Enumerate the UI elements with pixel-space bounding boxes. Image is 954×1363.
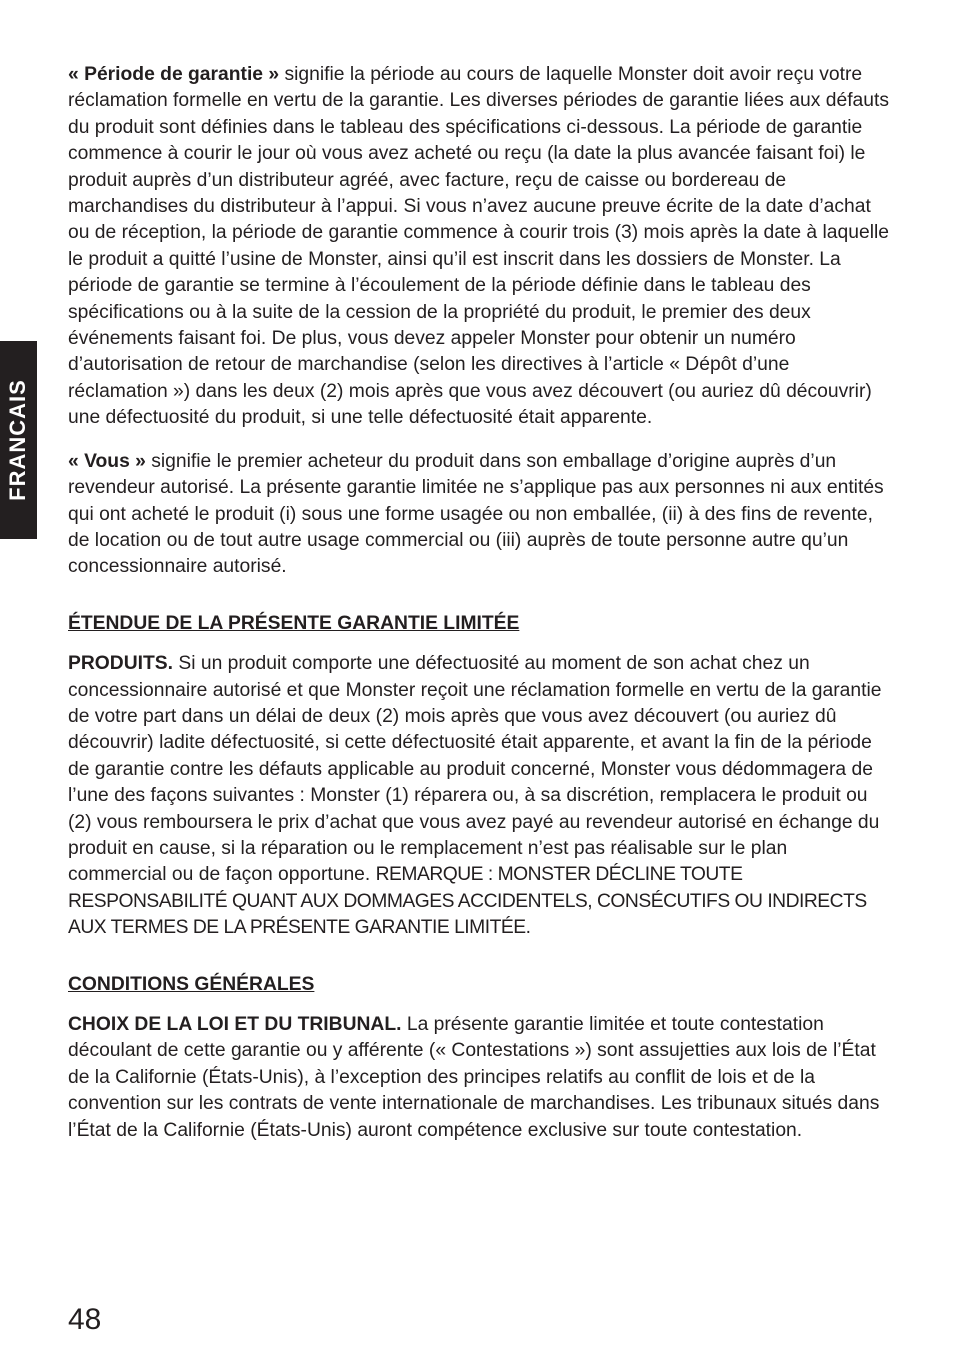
language-tab-label: FRANCAIS	[5, 379, 30, 501]
choice-of-law-paragraph	[68, 1012, 890, 1144]
definition-warranty-period	[68, 62, 890, 432]
section-heading-conditions: CONDITIONS GÉNÉRALES	[68, 973, 315, 995]
choice-of-law-text: La présente garantie limitée et toute contestation découlant de cette garantie ou y afférente (« Contestations ») sont assujetties aux lois de l’État de la Californie (États-Unis), à l’exception des principes relatifs au conflit de lois et de la convention sur les contrats de vente internationale de marchandises. Les tribunaux situés dans l’État de la Californie (États-Unis) auront compétence exclusive sur toute contestation.	[68, 1014, 880, 1141]
definition-text: signifie la période au cours de laquelle Monster doit avoir reçu votre réclamation formelle en vertu de la garantie. Les diverses périodes de garantie liées aux défauts du produit sont définies dans le tableau des spécifications ci-dessous. La période de garantie commence à courir le jour où vous avez acheté ou reçu (la date la plus avancée faisant foi) le produit auprès d’un distributeur agréé, avec facture, reçu de caisse ou bordereau de marchandises du distributeur à l’appui. Si vous n’avez aucune preuve écrite de la date d’achat ou de réception, la période de garantie commence à courir trois (3) mois après la date à laquelle le produit a quitté l’usine de Monster, ainsi qu’il est inscrit dans les dossiers de Monster. La période de garantie se termine à l’écoulement de la période définie dans le tableau des spécifications ou à la suite de la cession de la propriété du produit, le premier des deux événements faisant foi. De plus, vous devez appeler Monster pour obtenir un numéro d’autorisation de retour de marchandise (selon les directives à l’article « Dépôt d’une réclamation ») dans les deux (2) mois après que vous avez découvert (ou auriez dû découvrir) une défectuosité du produit, si une telle défectuosité était apparente.	[68, 64, 889, 429]
definition-you	[68, 449, 890, 581]
products-lead: PRODUITS.	[68, 653, 173, 675]
definition-text: signifie le premier acheteur du produit dans son emballage d’origine auprès d’un revendeur autorisé. La présente garantie limitée ne s’applique pas aux personnes ni aux entités qui ont acheté le produit (i) sous une forme usagée ou non emballée, (ii) à des fins de revente, de location ou de tout autre usage commercial ou (iii) auprès de toute personne autre qu’un concessionnaire autorisé.	[68, 450, 884, 578]
section-heading-scope: ÉTENDUE DE LA PRÉSENTE GARANTIE LIMITÉE	[68, 612, 520, 634]
page-number: 48	[68, 1303, 102, 1336]
products-text: Si un produit comporte une défectuosité au moment de son achat chez un concessionnaire autorisé et que Monster reçoit une réclamation formelle en vertu de la garantie de votre part dans un délai de deux (2) mois après que vous avez découvert (ou auriez dû découvrir) ladite défectuosité, si cette défectuosité était apparente, et avant la fin de la période de garantie contre les défauts applicable au produit concerné, Monster vous dédommagera de l’une des façons suivantes : Monster (1) réparera ou, à sa discrétion, remplacera le produit ou (2) vous remboursera le prix d’achat que vous avez payé au revendeur autorisé en échange du produit en cause, si la réparation ou le remplacement n’est pas réalisable sur le plan commercial ou de façon opportune.	[68, 653, 882, 886]
language-side-tab	[0, 341, 37, 539]
choice-of-law-lead: CHOIX DE LA LOI ET DU TRIBUNAL.	[68, 1014, 402, 1035]
definition-term: « Période de garantie »	[68, 64, 280, 85]
definition-term: « Vous »	[68, 450, 146, 472]
products-paragraph	[68, 651, 890, 941]
document-body	[68, 62, 890, 1144]
products-remark: REMARQUE : MONSTER DÉCLINE TOUTE RESPONSABILITÉ QUANT AUX DOMMAGES ACCIDENTELS, CONSÉCUTIFS OU INDIRECTS AUX TERMES DE LA PRÉSENTE GARANTIE LIMITÉE.	[68, 864, 867, 939]
